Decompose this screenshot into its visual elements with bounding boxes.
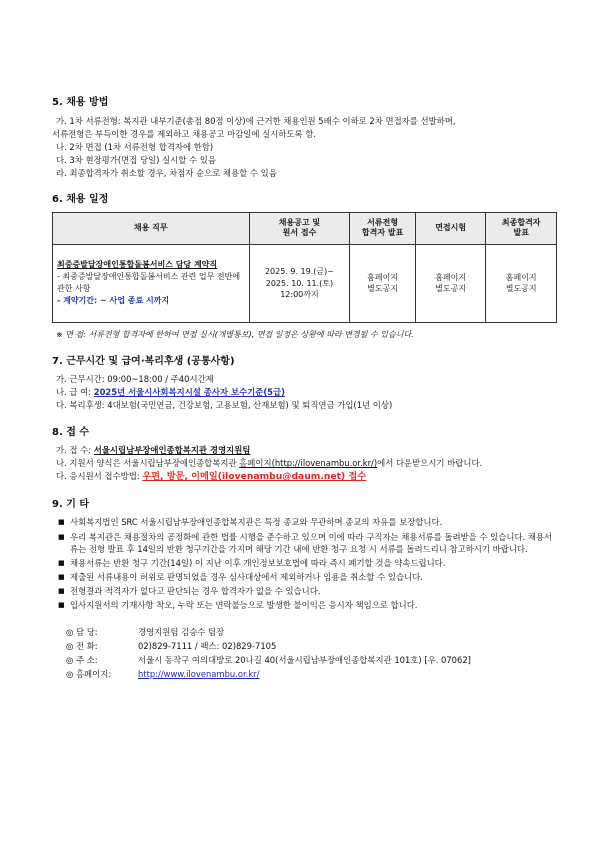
form-download-suffix: 에서 다운받으시기 바랍니다. [377, 458, 483, 469]
method-line-4: 라. 최종합격자가 취소할 경우, 차점자 순으로 채용할 수 있음 [56, 168, 277, 179]
section-misc [52, 498, 557, 681]
list-item [52, 585, 557, 597]
contact-value: 서울시 동작구 여의대방로 20나길 40(서울시립남부장애인종합복지관 101호) [우. 07062] [138, 655, 471, 665]
section-title: 9. 기 타 [52, 498, 90, 510]
interview-cell: 홈페이지 별도공지 [415, 244, 486, 322]
contact-label: ◎ 담 당: [66, 626, 98, 637]
contact-info [52, 626, 557, 681]
bullet-square-icon: ■ [58, 601, 65, 610]
section-title: 7. 근무시간 및 급여·복리후생 (공통사항) [52, 355, 235, 367]
list-item-text: 제출된 서류내용이 허위로 판명되었을 경우 심사대상에서 제외하거나 임용을 취소할 수 있습니다. [70, 572, 423, 583]
job-description: - 최중증발달장애인통합돌봄서비스 관련 업무 전반에 관한 사항 [57, 272, 241, 294]
period-line-1: 2025. 9. 19.(금)~ [264, 267, 334, 277]
work-hours: 가. 근무시간: 09:00~18:00 / 주40시간제 [56, 374, 214, 385]
form-download-line [52, 457, 557, 469]
section-recruitment-method [52, 96, 557, 179]
reception-line [52, 444, 557, 456]
header-application: 채용공고 및 원서 접수 [249, 212, 350, 244]
period-line-3: 12:00까지 [280, 290, 319, 300]
bullet-square-icon: ■ [58, 558, 65, 567]
list-item-text: 사회복지법인 SRC 서울시립남부장애인종합복지관은 특정 종교와 무관하며 종교의 자유를 보장합니다. [70, 517, 443, 528]
section-application [52, 426, 557, 484]
section-title: 6. 채용 일정 [52, 194, 109, 206]
submission-value: 우편, 방문, 이메일(ilovenambu@daum.net) 접수 [142, 471, 367, 483]
homepage-url-link[interactable]: http://www.ilovenambu.or.kr/ [138, 669, 260, 680]
bullet-square-icon: ■ [58, 573, 65, 582]
benefits: 다. 복리후생: 4대보험(국민연금, 건강보험, 고용보험, 산재보험) 및 퇴직연금 가입(1년 이상) [56, 400, 393, 411]
submission-label: 다. 응시원서 접수방법: [56, 471, 143, 482]
list-item [52, 531, 557, 555]
list-item-text: 입사지원서의 기재사항 착오, 누락 또는 연락불능으로 발생한 불이익은 응시자 책임으로 합니다. [70, 600, 418, 611]
header-interview: 면접시험 [415, 212, 486, 244]
contact-label: ◎ 주 소: [66, 655, 98, 665]
list-item-text: 우리 복지관은 채용절차의 공정화에 관한 법률 시행을 준수하고 있으며 이에 따라 구직자는 채용서류를 돌려받을 수 있습니다. 채용서류는 전형 발표 후 14일의 반환 청구기간을 가지며 해당 기간 내에 반환 청구 요청 시 서류를 돌려드리니 참고하시기 바랍니다. [70, 531, 553, 554]
bullet-square-icon: ■ [58, 587, 65, 596]
list-item [52, 516, 557, 528]
list-item [52, 571, 557, 583]
bullet-square-icon: ■ [58, 532, 65, 541]
doc-result-cell: 홈페이지 별도공지 [350, 244, 416, 322]
header-doc-result: 서류전형 합격자 발표 [350, 212, 416, 244]
schedule-table [52, 212, 557, 323]
contact-value: 02)829-7111 / 팩스: 02)829-7105 [138, 640, 277, 651]
form-download-text: 나. 지원서 양식은 서울시립남부장애인종합복지관 [56, 458, 240, 469]
section-recruitment-schedule [52, 193, 557, 340]
method-line-1b: 서류전형은 부득이한 경우를 제외하고 채용공고 마감일에 실시하도록 함. [52, 128, 317, 139]
contact-homepage [66, 668, 557, 680]
method-line-3: 다. 3차 현장평가(면접 당일) 실시할 수 있음 [56, 155, 216, 166]
section-working-conditions [52, 355, 557, 412]
salary-label: 나. 급 여: [56, 387, 94, 398]
job-contract-period: - 계약기간: ~ 사업 종료 시까지 [57, 296, 170, 306]
job-title: 최중증발달장애인통합돌봄서비스 담당 계약직 [57, 260, 218, 270]
bullet-square-icon: ■ [58, 518, 65, 527]
section-title: 8. 접 수 [52, 426, 90, 438]
method-line-2: 나. 2차 면접 (1차 서류전형 합격자에 한함) [56, 141, 214, 152]
submission-method-line [52, 470, 557, 483]
contact-address [66, 654, 557, 666]
schedule-note: ※ 면 접: 서류전형 합격자에 한하여 면접 실시(개별통보), 면접 일정은 상황에 따라 변경될 수 있습니다. [56, 329, 414, 339]
salary-value: 2025년 서울시사회복지시설 종사자 보수기준(5급) [93, 387, 285, 398]
final-result-cell: 홈페이지 별도공지 [486, 244, 557, 322]
contact-label: ◎ 홈페이지: [66, 669, 112, 680]
contact-label: ◎ 전 화: [66, 640, 98, 651]
list-item [52, 599, 557, 611]
header-job: 채용 직무 [53, 212, 250, 244]
header-final-result: 최종합격자 발표 [486, 212, 557, 244]
contact-manager [66, 626, 557, 638]
reception-label: 가. 접 수: [56, 445, 94, 456]
contact-phone [66, 640, 557, 652]
period-line-2: 2025. 10. 11.(토) [265, 278, 334, 288]
list-item [52, 557, 557, 569]
homepage-link[interactable]: 홈페이지(http://ilovenambu.or.kr/) [239, 458, 378, 469]
section-title: 5. 채용 방법 [52, 97, 109, 108]
salary-line [52, 386, 557, 398]
application-period-cell [249, 244, 350, 322]
job-cell [53, 244, 250, 322]
contact-value: 경영지원팀 김승수 팀장 [138, 626, 225, 637]
list-item-text: 전형결과 적격자가 없다고 판단되는 경우 합격자가 없을 수 있습니다. [70, 586, 321, 597]
method-line-1: 가. 1차 서류전형: 복지관 내부기준(총점 80점 이상)에 근거한 채용인원 5배수 이하로 2차 면접자를 선발하며, [56, 115, 456, 126]
list-item-text: 채용서류는 반환 청구 기간(14일) 이 지난 이후 개인정보보호법에 따라 즉시 폐기할 것을 약속드립니다. [70, 557, 446, 568]
reception-value: 서울시립남부장애인종합복지관 경영지원팀 [93, 445, 251, 456]
document-page [52, 96, 557, 694]
